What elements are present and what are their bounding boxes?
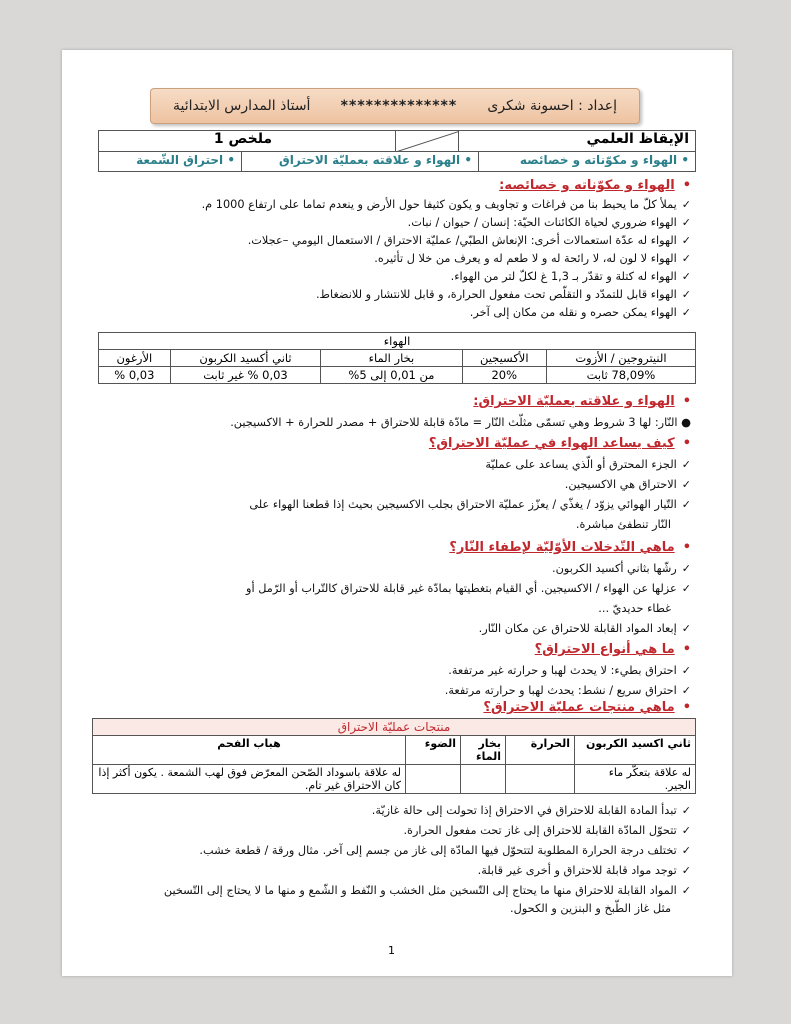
title-row <box>98 130 696 152</box>
list-item-continued: غطاء حديديّ ... <box>598 602 671 615</box>
table-cell: من 0,01 إلى 5% <box>321 367 462 384</box>
section-title-combustion: • الهواء و علاقته بعمليّة الاحتراق: <box>473 394 691 409</box>
list-item: ✓احتراق سريع / نشط: يحدث لهبا و حرارته مرتفعة. <box>444 684 691 697</box>
list-item: ✓المواد القابلة للاحتراق منها ما يحتاج إلى التّسخين مثل الخشب و النّفط و الشّمع و منها ما لا يحتاج إلى التّسخين <box>163 884 691 897</box>
topic-3: • احتراق الشّمعة <box>136 153 235 167</box>
list-item-continued: مثل غاز الطّبخ و البنزين و الكحول. <box>510 902 671 915</box>
stars: ************** <box>340 98 458 114</box>
page-number: 1 <box>388 944 395 957</box>
table-cell <box>506 765 575 794</box>
table-header: بخار الماء <box>461 736 506 765</box>
table-cell <box>461 765 506 794</box>
table-cell: له علاقة بتعكّر ماء الجير. <box>575 765 696 794</box>
subject-title: الإيقاظ العلمي <box>586 131 689 147</box>
topic-2: • الهواء و علاقته بعمليّة الاحتراق <box>241 152 478 171</box>
list-item: ✓توجد مواد قابلة للاحتراق و أخرى غير قابلة. <box>477 864 691 877</box>
table-cell <box>406 765 461 794</box>
list-item: ✓الهواء له عدّة استعمالات أخرى: الإنعاش الطبّي/ عمليّة الاحتراق / الاستعمال اليومي –عجلات. <box>247 234 691 247</box>
table-cell: 0,03 % غير ثابت <box>170 367 321 384</box>
prepared-by: إعداد : احسونة شكرى <box>487 98 617 114</box>
list-item: ✓الهواء قابل للتمدّد و التقلّص تحت مفعول الحرارة، و قابل للانتشار و للانضغاط. <box>315 288 691 301</box>
table-header: الأكسيجين <box>462 350 546 367</box>
table-header: النيتروجين / الأزوت <box>546 350 695 367</box>
table-cell: 0,03 % <box>99 367 171 384</box>
list-item: ✓إبعاد المواد القابلة للاحتراق عن مكان النّار. <box>478 622 691 635</box>
list-item: ✓احتراق بطيء: لا يحدث لهبا و حرارته غير مرتفعة. <box>448 664 691 677</box>
section-title-products: • ماهي منتجات عمليّة الاحتراق؟ <box>483 700 691 715</box>
list-item: ✓الاحتراق هي الاكسيجين. <box>564 478 691 491</box>
section-title-extinguish: • ماهي التّدخلات الأوّليّة لإطفاء النّار؟ <box>449 540 691 555</box>
section-title-types: • ما هي أنواع الاحتراق؟ <box>535 642 691 657</box>
list-item-continued: النّار تنطفئ مباشرة. <box>575 518 671 531</box>
table-title: منتجات عمليّة الاحتراق <box>93 719 696 736</box>
list-item: ✓تتحوّل المادّة القابلة للاحتراق إلى غاز تحت مفعول الحرارة. <box>403 824 691 837</box>
list-item: ✓تبدأ المادة القابلة للاحتراق في الاحتراق إذا تحولت إلى حالة غازيّة. <box>371 804 691 817</box>
summary-label: ملخص 1 <box>213 131 273 147</box>
list-item: ✓الهواء له كتلة و تقدّر بـ 1,3 غ لكلّ لتر من الهواء. <box>450 270 691 283</box>
table-header: الأرغون <box>99 350 171 367</box>
list-item: ✓التّيار الهوائي يزوّد / يغذّي / يعزّز عمليّة الاحتراق بجلب الاكسيجين بحيث إذا قطعنا الهواء على <box>249 498 691 511</box>
table-title: الهواء <box>99 333 696 350</box>
table-cell: 78,09% ثابت <box>546 367 695 384</box>
topics-row <box>98 152 696 172</box>
list-item: ✓تختلف درجة الحرارة المطلوبة لتتحوّل فيها المادّة إلى غاز من جسم إلى آخر. مثال ورقة / قطعة خشب. <box>199 844 691 857</box>
teacher-title: أستاذ المدارس الابتدائية <box>173 98 311 114</box>
table-header: ثاني اكسيد الكربون <box>575 736 696 765</box>
list-item: ✓يملأ كلّ ما يحيط بنا من فراغات و تجاويف و يكون كثيفا حول الأرض و ينعدم تماما على ارتفاع 1000 م. <box>201 198 691 211</box>
list-item: ✓عزلها عن الهواء / الاكسيجين. أي القيام بتغطيتها بمادّة غير قابلة للاحتراق كالتّراب أو الرّمل أو <box>246 582 691 595</box>
list-item: ✓الهواء ضروري لحياة الكائنات الحيّة: إنسان / حيوان / نبات. <box>407 216 691 229</box>
table-header: ثاني أكسيد الكربون <box>170 350 321 367</box>
fire-triangle-text: ● النّار: لها 3 شروط وهي تسمّى مثلّث النّار = مادّة قابلة للاحتراق + مصدر للحرارة + الاكسيجين. <box>230 416 691 429</box>
author-banner <box>150 88 640 124</box>
list-item: ✓الهواء لا لون له، لا رائحة له و لا طعم له و يعرف من خلا ل تأثيره. <box>374 252 691 265</box>
list-item: ✓رشّها بثاني أكسيد الكربون. <box>552 562 691 575</box>
table-header: هباب الفحم <box>93 736 406 765</box>
list-item: ✓الهواء يمكن حصره و نقله من مكان إلى آخر. <box>469 306 691 319</box>
table-cell: له علاقة باسوداد الصّحن المعرّض فوق لهب الشمعة . يكون أكثر إذا كان الاحتراق غير تام. <box>93 765 406 794</box>
divider-cell <box>395 131 459 151</box>
list-item: ✓الجزء المحترق أو الّذي يساعد على عمليّة <box>485 458 691 471</box>
section-title-how-air-helps: • كيف يساعد الهواء في عمليّة الاحتراق؟ <box>429 436 691 451</box>
section-title-air: • الهواء و مكوّناته و خصائصه: <box>499 178 691 193</box>
table-header: بخار الماء <box>321 350 462 367</box>
table-header: الحرارة <box>506 736 575 765</box>
combustion-products-table <box>92 718 696 794</box>
topic-1: • الهواء و مكوّناته و خصائصه <box>478 152 695 171</box>
air-composition-table <box>98 332 696 384</box>
table-header: الضوء <box>406 736 461 765</box>
table-cell: 20% <box>462 367 546 384</box>
